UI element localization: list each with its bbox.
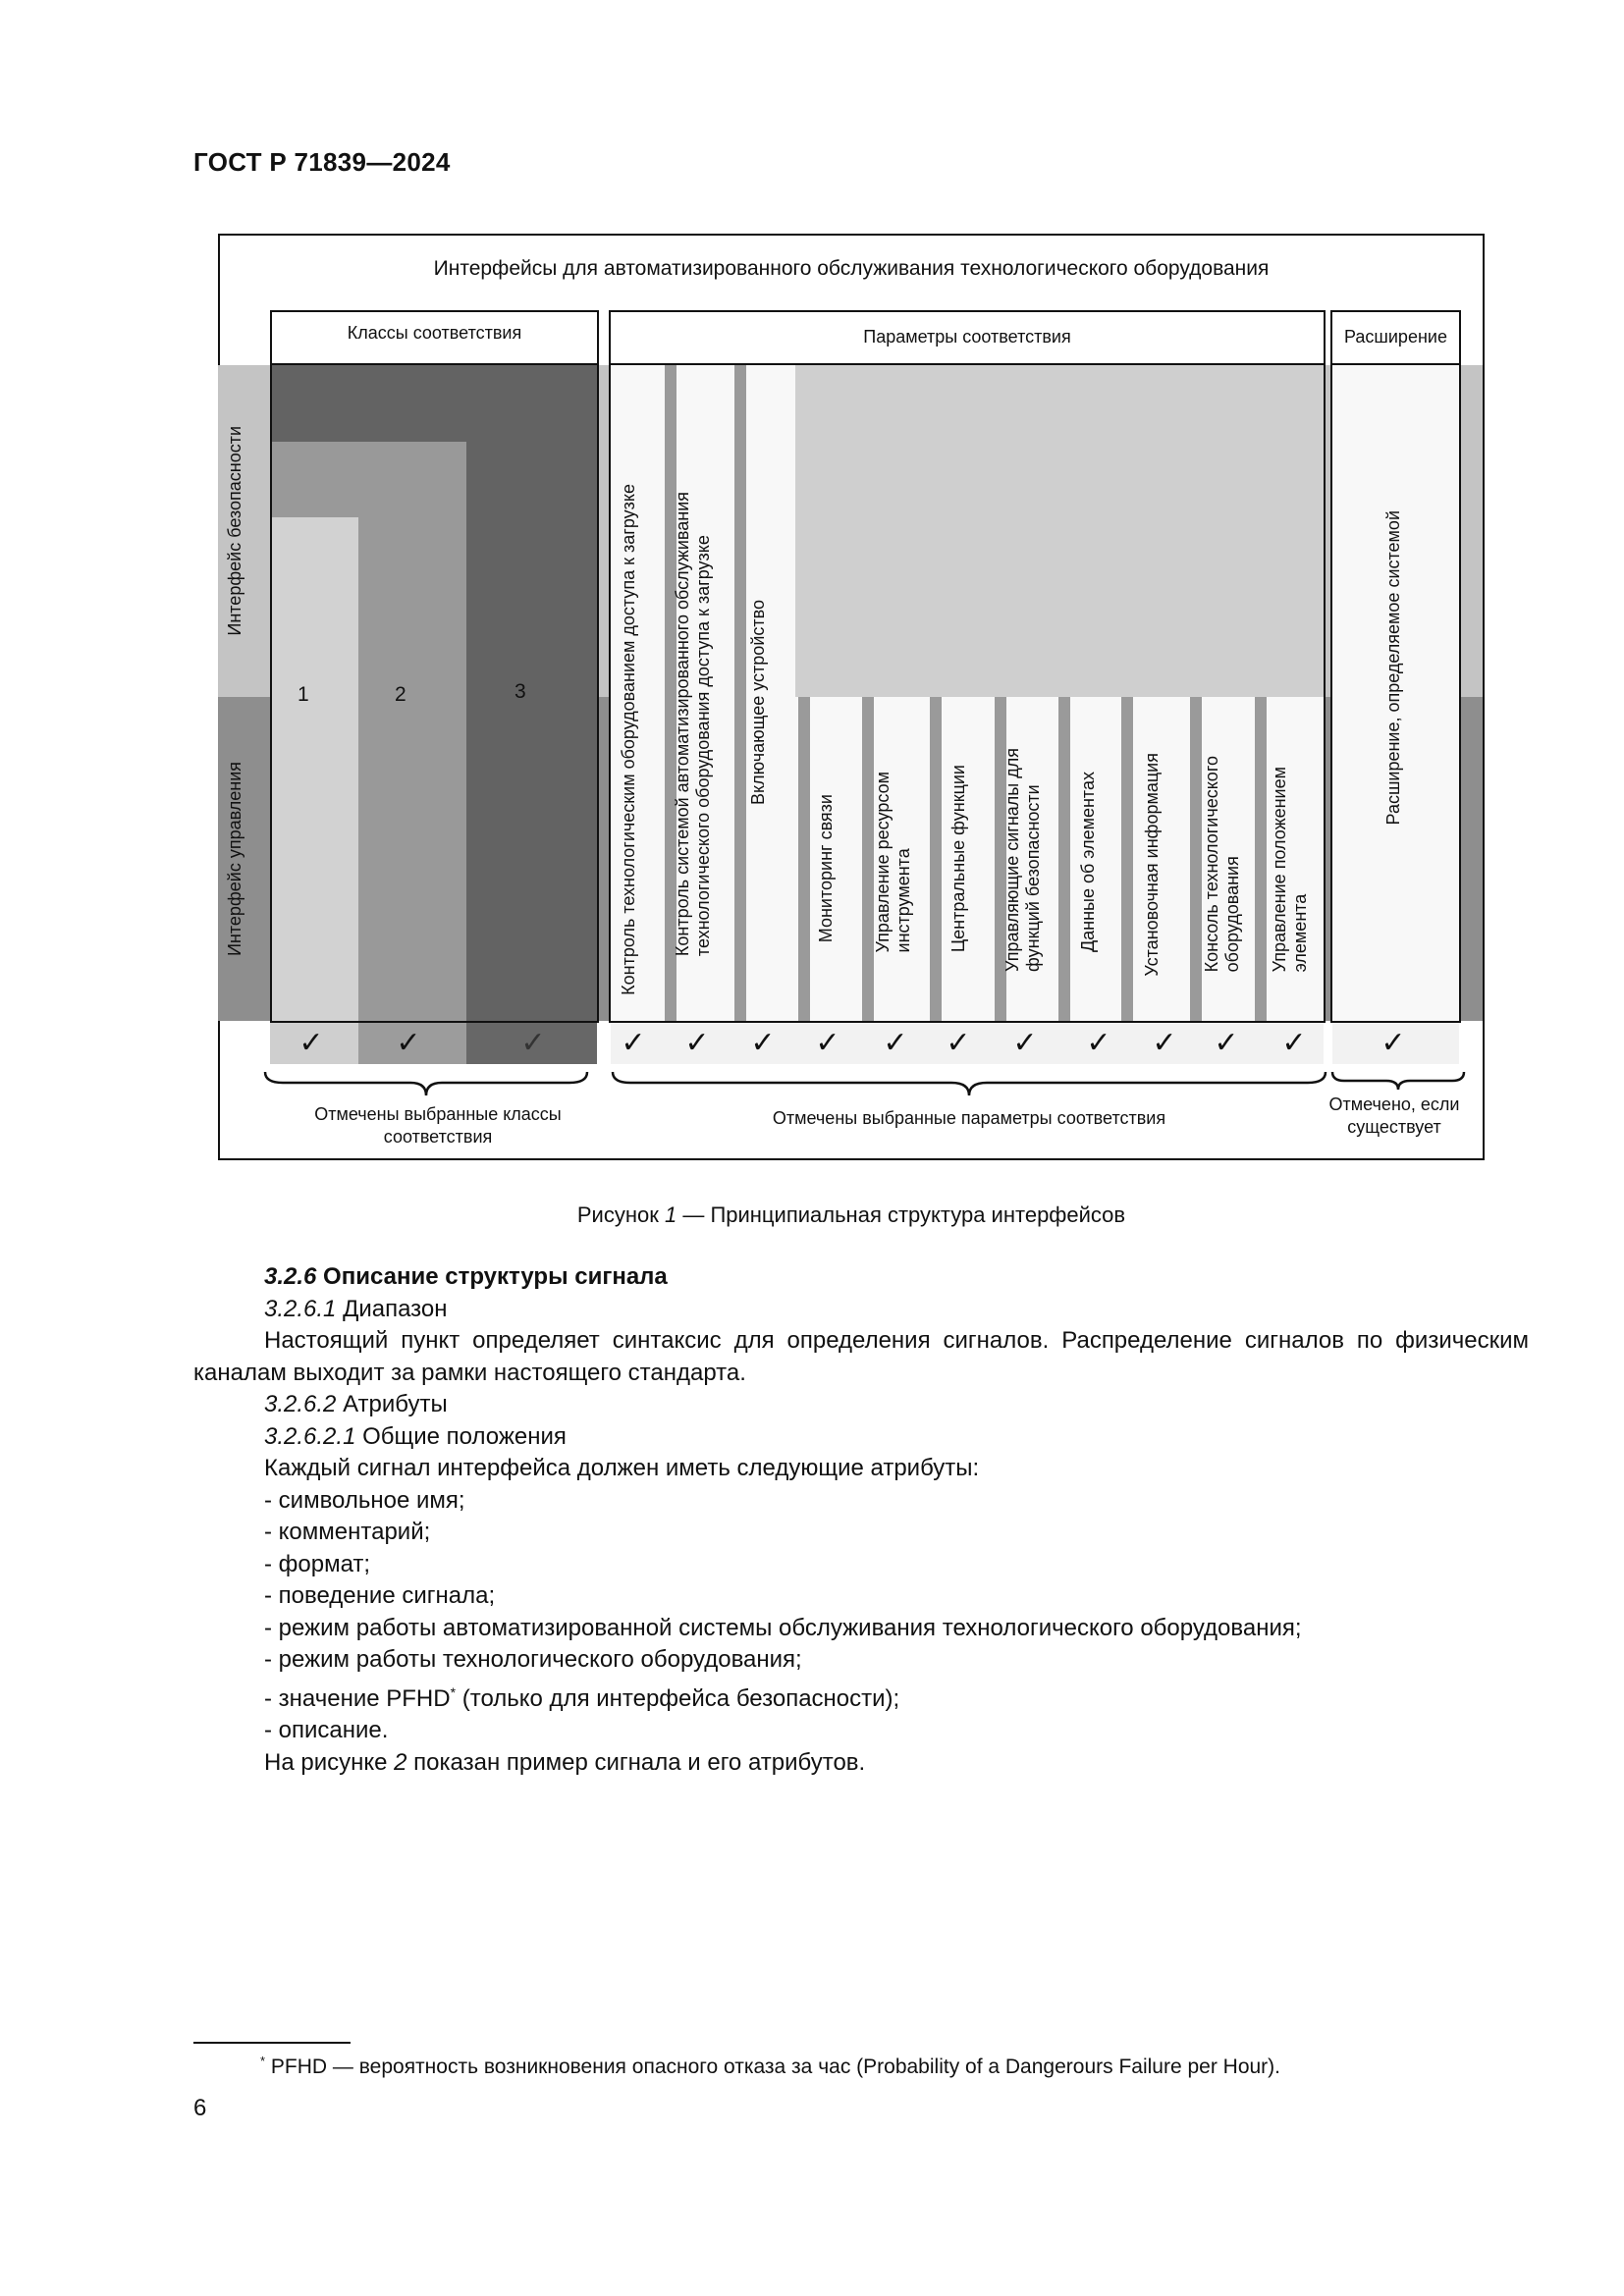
pfhd-text: - значение PFHD <box>264 1684 451 1712</box>
param-col-8 <box>1073 746 1103 952</box>
classes-under-line-2: соответствия <box>383 1127 493 1147</box>
ext-under-line-2: существует <box>1347 1117 1441 1137</box>
ext-label: Расширение <box>1344 327 1447 347</box>
section-3-2-6-2-1-heading <box>193 1421 1529 1454</box>
classes-under-line-1: Отмечены выбранные классы <box>314 1104 562 1124</box>
param-label-5: Управление ресурсом инструмента <box>873 771 913 952</box>
list-item: - описание. <box>264 1717 389 1743</box>
check-mark: ✓ <box>1012 1027 1038 1059</box>
params-label: Параметры соответствия <box>863 327 1071 347</box>
para-text: На рисунке <box>264 1748 395 1776</box>
classes-label: Классы соответствия <box>347 323 522 343</box>
section-title: Диапазон <box>336 1295 448 1322</box>
footnote-ref: * <box>450 1683 457 1700</box>
list-item: - режим работы технологического оборудования; <box>264 1646 802 1673</box>
safety-interface-label-cell <box>220 365 249 697</box>
param-label-2: Контроль системой автоматизированного обслуживания технологического оборудования доступа к загрузке <box>673 491 713 956</box>
classes-brace <box>263 1070 589 1097</box>
param-col-2 <box>670 426 717 956</box>
check-mark: ✓ <box>298 1027 324 1059</box>
check-mark: ✓ <box>815 1027 840 1059</box>
check-mark: ✓ <box>750 1027 776 1059</box>
param-label-8: Данные об элементах <box>1077 771 1098 952</box>
param-col-10 <box>1198 726 1247 972</box>
param-label-4: Мониторинг связи <box>815 793 836 942</box>
param-col-5 <box>869 756 918 952</box>
body-text <box>193 1261 1529 1779</box>
classes-box <box>270 310 599 1023</box>
class-1-number: 1 <box>298 683 309 706</box>
page-number: 6 <box>193 2095 207 2121</box>
caption-prefix: Рисунок <box>576 1202 665 1227</box>
param-col-4 <box>811 756 840 942</box>
section-number: 3.2.6.2 <box>264 1391 337 1417</box>
section-number: 3.2.6.1 <box>264 1295 337 1322</box>
param-col-7 <box>999 721 1048 972</box>
figure-ref-number: 2 <box>394 1748 407 1776</box>
ext-under-label <box>1306 1094 1483 1139</box>
param-label-1: Контроль технологическим оборудованием доступа к загрузке <box>618 484 638 995</box>
ext-column-label: Расширение, определяемое системой <box>1382 509 1403 826</box>
section-title: Атрибуты <box>336 1391 448 1417</box>
check-mark: ✓ <box>1086 1027 1111 1059</box>
list-item-pfhd <box>193 1677 1529 1716</box>
class-2-number: 2 <box>395 683 406 706</box>
params-header-rule <box>611 363 1324 365</box>
control-interface-label-cell <box>220 697 249 1021</box>
safety-interface-label: Интерфейс безопасности <box>224 426 244 636</box>
list-item: - режим работы автоматизированной системы обслуживания технологического оборудования; <box>264 1614 1302 1641</box>
footnote-separator <box>193 2042 351 2044</box>
params-brace <box>611 1070 1327 1097</box>
param-label-9: Установочная информация <box>1141 753 1162 977</box>
check-mark: ✓ <box>520 1027 546 1059</box>
paragraph-figure-ref <box>193 1747 1529 1780</box>
caption-text: — Принципиальная структура интерфейсов <box>677 1202 1126 1227</box>
document-header: ГОСТ Р 71839—2024 <box>193 147 451 177</box>
section-3-2-6-1-heading <box>193 1294 1529 1326</box>
check-mark: ✓ <box>1281 1027 1307 1059</box>
check-mark: ✓ <box>883 1027 908 1059</box>
paragraph-attributes-intro: Каждый сигнал интерфейса должен иметь следующие атрибуты: <box>264 1455 980 1481</box>
section-title: Общие положения <box>355 1422 567 1450</box>
param-label-6: Центральные функции <box>947 764 968 952</box>
list-item: - формат; <box>264 1550 371 1577</box>
params-under-label: Отмечены выбранные параметры соответствия <box>772 1108 1166 1128</box>
param-col-9 <box>1137 717 1166 977</box>
check-mark: ✓ <box>1380 1027 1406 1059</box>
section-3-2-6-heading <box>193 1261 1529 1294</box>
classes-under-label <box>270 1103 606 1148</box>
paragraph-scope: Настоящий пункт определяет синтаксис для определения сигналов. Распределение сигналов по физическим каналам выходит за рамки настоящего стандарта. <box>193 1327 1529 1386</box>
section-number: 3.2.6.2.1 <box>264 1422 356 1450</box>
param-label-11: Управление положением элемента <box>1270 766 1310 972</box>
check-mark: ✓ <box>684 1027 710 1059</box>
check-mark: ✓ <box>946 1027 971 1059</box>
list-item: - комментарий; <box>264 1519 431 1545</box>
param-label-10: Консоль технологического оборудования <box>1202 755 1242 972</box>
param-label-3: Включающее устройство <box>747 600 768 805</box>
section-title: Описание структуры сигнала <box>316 1263 668 1290</box>
figure-caption <box>218 1202 1485 1228</box>
figure-title: Интерфейсы для автоматизированного обслуживания технологического оборудования <box>433 257 1270 280</box>
list-item: - поведение сигнала; <box>264 1582 496 1609</box>
footnote-text: PFHD — вероятность возникновения опасного отказа за час (Probability of a Dangerours Failure per Hour). <box>265 2056 1281 2078</box>
footnote <box>260 2054 1517 2079</box>
param-col-11 <box>1266 736 1315 972</box>
ext-header-rule <box>1332 363 1459 365</box>
check-mark: ✓ <box>621 1027 646 1059</box>
footnote-mark: * <box>260 2054 266 2068</box>
ext-under-line-1: Отмечено, если <box>1328 1095 1460 1114</box>
control-interface-label: Интерфейс управления <box>224 762 244 956</box>
check-mark: ✓ <box>1214 1027 1239 1059</box>
ext-col <box>1379 471 1408 864</box>
class-3-number: 3 <box>514 680 526 703</box>
param-col-6 <box>944 746 973 952</box>
caption-number: 1 <box>664 1202 677 1227</box>
param-col-3 <box>743 600 773 805</box>
para-text-rest: показан пример сигнала и его атрибутов. <box>406 1748 866 1776</box>
classes-header-rule <box>272 363 597 365</box>
check-mark: ✓ <box>396 1027 421 1059</box>
section-number: 3.2.6 <box>264 1263 317 1290</box>
check-mark: ✓ <box>1152 1027 1177 1059</box>
section-3-2-6-2-heading <box>193 1389 1529 1421</box>
param-col-1 <box>614 410 643 995</box>
ext-brace <box>1330 1070 1466 1094</box>
param-label-7: Управляющие сигналы для функций безопасности <box>1002 748 1043 972</box>
pfhd-text-rest: (только для интерфейса безопасности); <box>456 1684 900 1712</box>
list-item: - символьное имя; <box>264 1486 465 1514</box>
